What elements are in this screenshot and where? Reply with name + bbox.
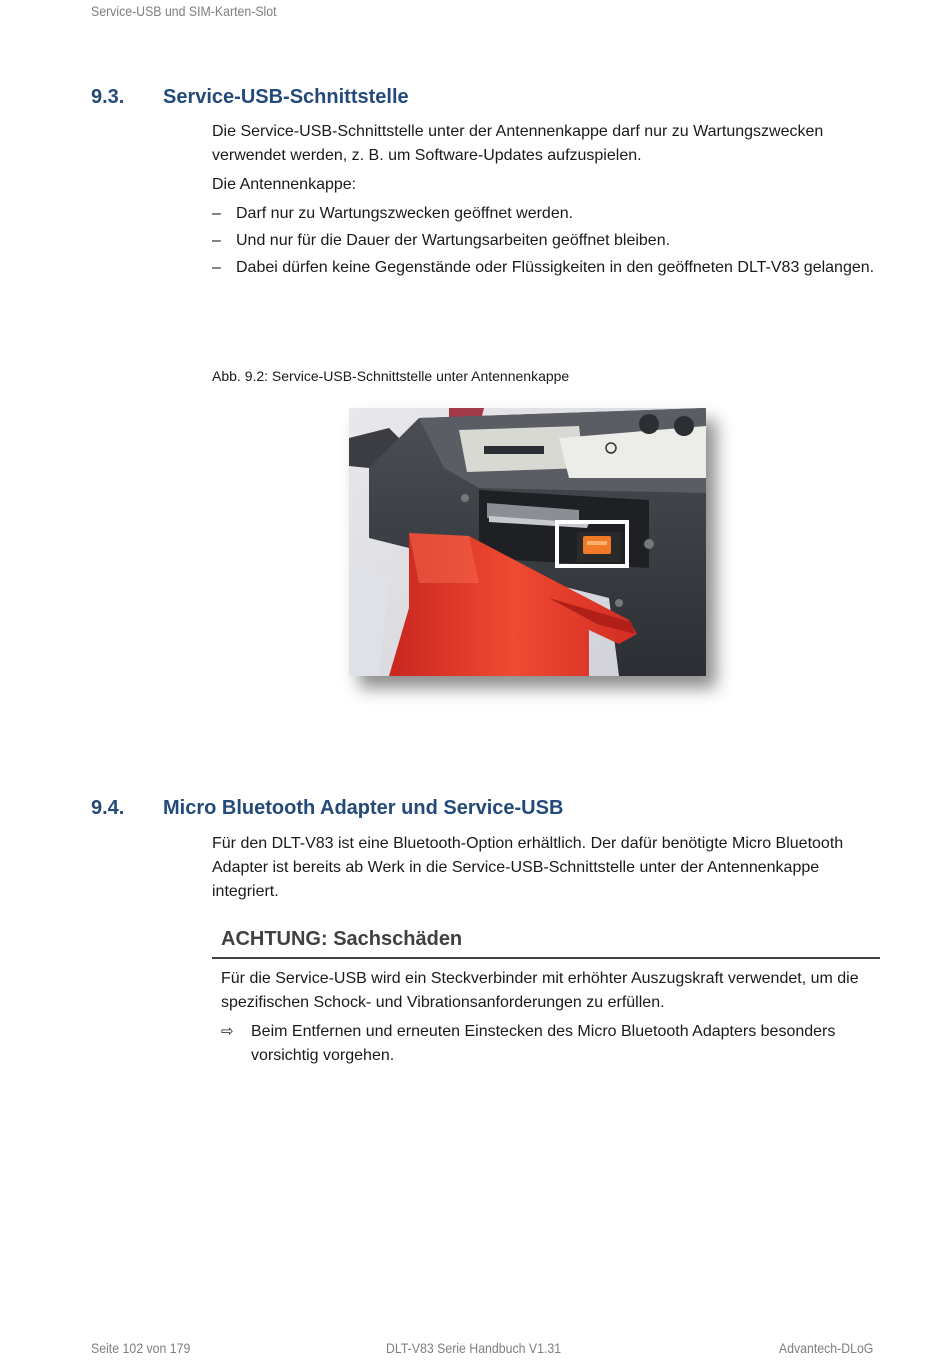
figure-caption: Abb. 9.2: Service-USB-Schnittstelle unter Antennenkappe (212, 368, 570, 384)
section-number: 9.4. (91, 797, 125, 819)
dash-list (212, 202, 882, 283)
running-header: Service-USB und SIM-Karten-Slot (91, 3, 277, 19)
section-title: Service-USB-Schnittstelle (163, 86, 409, 108)
right-arrow-outline-icon: ⇨ (221, 1023, 234, 1040)
device-usb-port-photo (349, 408, 706, 676)
footer-company: Advantech-DLoG (778, 1340, 873, 1356)
section-title: Micro Bluetooth Adapter und Service-USB (163, 797, 564, 819)
list-lead: Die Antennenkappe: (212, 176, 357, 193)
warning-step-text: Beim Entfernen und erneuten Einstecken des Micro Bluetooth Adapters besonders vorsichtig vorgehen. (251, 1023, 836, 1064)
list-marker: – (212, 259, 221, 276)
footer-page-number: Seite 102 von 179 (91, 1340, 191, 1356)
warning-divider (212, 957, 880, 959)
list-item: – Darf nur zu Wartungszwecken geöffnet werden. (212, 202, 882, 226)
list-item: – Dabei dürfen keine Gegenstände oder Flüssigkeiten in den geöffneten DLT-V83 gelangen. (212, 256, 882, 280)
section-9-4-intro: Für den DLT-V83 ist eine Bluetooth-Option erhältlich. Der dafür benötigte Micro Bluetooth Adapter ist bereits ab Werk in die Service-USB-Schnittstelle unter der Antennenkappe integriert. (212, 835, 844, 900)
section-9-3-intro: Die Service-USB-Schnittstelle unter der Antennenkappe darf nur zu Wartungszwecken verwendet werden, z. B. um Software-Updates aufzuspielen. (212, 123, 824, 164)
list-item: – Und nur für die Dauer der Wartungsarbeiten geöffnet bleiben. (212, 229, 882, 253)
warning-title: ACHTUNG: Sachschäden (221, 928, 463, 950)
footer-document-title: DLT-V83 Serie Handbuch V1.31 (386, 1340, 562, 1356)
warning-step (221, 1020, 881, 1068)
section-number: 9.3. (91, 86, 125, 108)
warning-text: Für die Service-USB wird ein Steckverbinder mit erhöhter Auszugskraft verwendet, um die spezifischen Schock- und Vibrationsanforderungen zu erfüllen. (221, 970, 859, 1011)
list-marker: – (212, 205, 221, 222)
list-marker: – (212, 232, 221, 249)
